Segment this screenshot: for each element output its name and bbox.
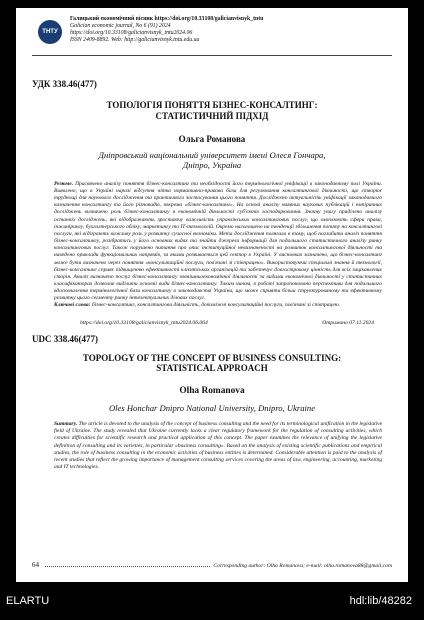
doi-row (32, 320, 392, 326)
received-date: Отримано 07.11.2024 (322, 319, 374, 326)
article-title-ua (32, 100, 392, 121)
article-title-en (32, 353, 392, 374)
title-ua-line2: СТАТИСТИЧНИЙ ПІДХІД (155, 110, 269, 121)
author-ua: Ольга Романова (178, 134, 246, 144)
journal-issn-line: ISSN 2409-8892. Web: http://galicianvisnyk.tntu.edu.ua (70, 36, 200, 43)
affiliation-ua (32, 150, 392, 171)
article-doi-link[interactable]: https://doi.org/10.33108/galicianvisnyk_tntu2024.06.064 (80, 319, 208, 326)
abstract-en-label: Summary. (54, 420, 78, 427)
footer-dotted-leader (45, 566, 210, 567)
repository-label: ELARTU (6, 595, 50, 607)
page-footer (32, 561, 392, 569)
keywords-ua-text: бізнес-консалтинг, консалтингова діяльність, допоміжні консультаційні послуги, пов'язані зі співпрацею. (91, 302, 341, 309)
title-ua-line1: ТОПОЛОГІЯ ПОНЯТТЯ БІЗНЕС-КОНСАЛТИНГ: (106, 100, 318, 110)
abstract-ua (32, 181, 392, 303)
keywords-ua (32, 302, 392, 309)
keywords-ua-label: Ключові слова: (54, 302, 91, 309)
abstract-en-text: The article is devoted to the analysis of the concept of business consulting and the need for its terminological unification in the legislative field of Ukraine. The study revealed that Ukraine currently lacks a clear regulatory framework for the regulation of consulting activities, which creates difficulties for scientific research and practical application of this concept. The paper examines the relevance of unifying the legislative definition of consulting and its varieties, in particular «business consulting». Based on the analysis of existing scientific publications and empirical studies, the role of business consulting in the economic activities of business entities is determined. Considerable attention is paid to the analysis of recent studies that reflect the growing importance of management consulting services covering the areas of law, engineering, accounting, marketing and IT technologies. (54, 420, 383, 471)
journal-header (32, 16, 392, 56)
journal-title-line: Галицький економічний вісник https://doi.org/10.33108/galicianvisnyk_tntu (70, 16, 264, 22)
journal-info (70, 16, 263, 44)
abstract-en (32, 421, 392, 501)
page-number: 64 (32, 561, 39, 569)
corresponding-author: Corresponding author: Olha Romanova; e-mail: olha.romanova88@gmail.com (213, 563, 392, 569)
handle-id: hdl:lib/48282 (349, 595, 412, 607)
journal-doi-line: https://doi.org/10.33108/galicianvisnyk_tntu2024.06 (70, 29, 193, 36)
viewer-bottom-bar (0, 582, 424, 620)
journal-issue-line: Galician economic journal, No 6 (91) 2024 (70, 22, 171, 29)
journal-page (16, 8, 408, 582)
affiliation-en: Oles Honchar Dnipro National University, Dnipro, Ukraine (108, 402, 316, 413)
author-en: Olha Romanova (179, 385, 245, 396)
affil-ua-line1: Дніпровський національний університет імені Олеся Гончара, (98, 150, 326, 160)
title-en-line1: TOPOLOGY OF THE CONCEPT OF BUSINESS CONSULTING: (82, 352, 342, 363)
udk-code: УДК 338.46(477) (32, 79, 97, 89)
udc-code: UDC 338.46(477) (32, 333, 98, 344)
journal-logo: ТНТУ (38, 20, 62, 44)
abstract-ua-text: Присвячено аналізу поняття бізнес-консалтинг та необхідності його термінологічної уніфікації в законодавчому полі України. Виявлено, що в Україні наразі відсутня чітка нормативно-правова база для регулювання консалтингової діяльності, що створює труднощі для наукового дослідження та практичного застосування цього поняття. Досліджено актуальність уніфікації законодавчого визначення консалтингу та його різновидів, зокрема «бізнес-консалтинг». На основі аналізу наявних наукових публікацій і емпіричних досліджень визначено роль бізнес-консалтингу в економічній діяльності суб'єктів господарювання. Значну увагу приділено аналізу останніх досліджень, які відображають зростаючу важливість управлінських консалтингових послуг, що охоплюють сфери права, інжинірингу, бухгалтерського обліку, маркетингу та ІТ-технологій. Окремо наголошено на тенденції збільшення попиту на консалтингові послуги, які відіграють важливу роль у розвитку сучасної економіки. Мета дослідження полягала в тому, щоб поглибити аналіз поняття бізнес-консалтингу, розібратись у його основних видах та знайти джерела інформації для подальшого статистичного аналізу ринку консалтингових послуг. Також порушено питання про опис інституційної невизначеності на розвиток консалтингової діяльності та наведено приклади функціональних напрямів, за якими розвивається цей сектор в Україні. У висновках зазначено, що бізнес-консалтинг може бути визначено через поняття «консультаційні послуги, пов'язані зі співпрацею». Використовуючи спеціальні знання й технології, бізнес-консалтинг сприяє підвищенню ефективності клієнтських організацій та забезпечує довгострокову цінність для всіх зацікавлених сторін. Аналіз визначено послуг бізнес-консалтингу зовнішньоекономічної діяльності за видами економічної діяльності у статистичних класифікаторах дозволив виділити основні види бізнес-консалтингу. Таким чином, в роботі запропоновано перспективи для подальшого вдосконалення термінологічної бази консалтингу в законодавстві України, що може сприяти більш структурованому та ефективному розвитку цього сегменту ринку інтелектуальних ділових послуг. (54, 180, 382, 302)
abstract-ua-label: Резюме. (54, 180, 74, 187)
affil-ua-line2: Дніпро, Україна (182, 160, 242, 171)
title-en-line2: STATISTICAL APPROACH (156, 363, 268, 374)
